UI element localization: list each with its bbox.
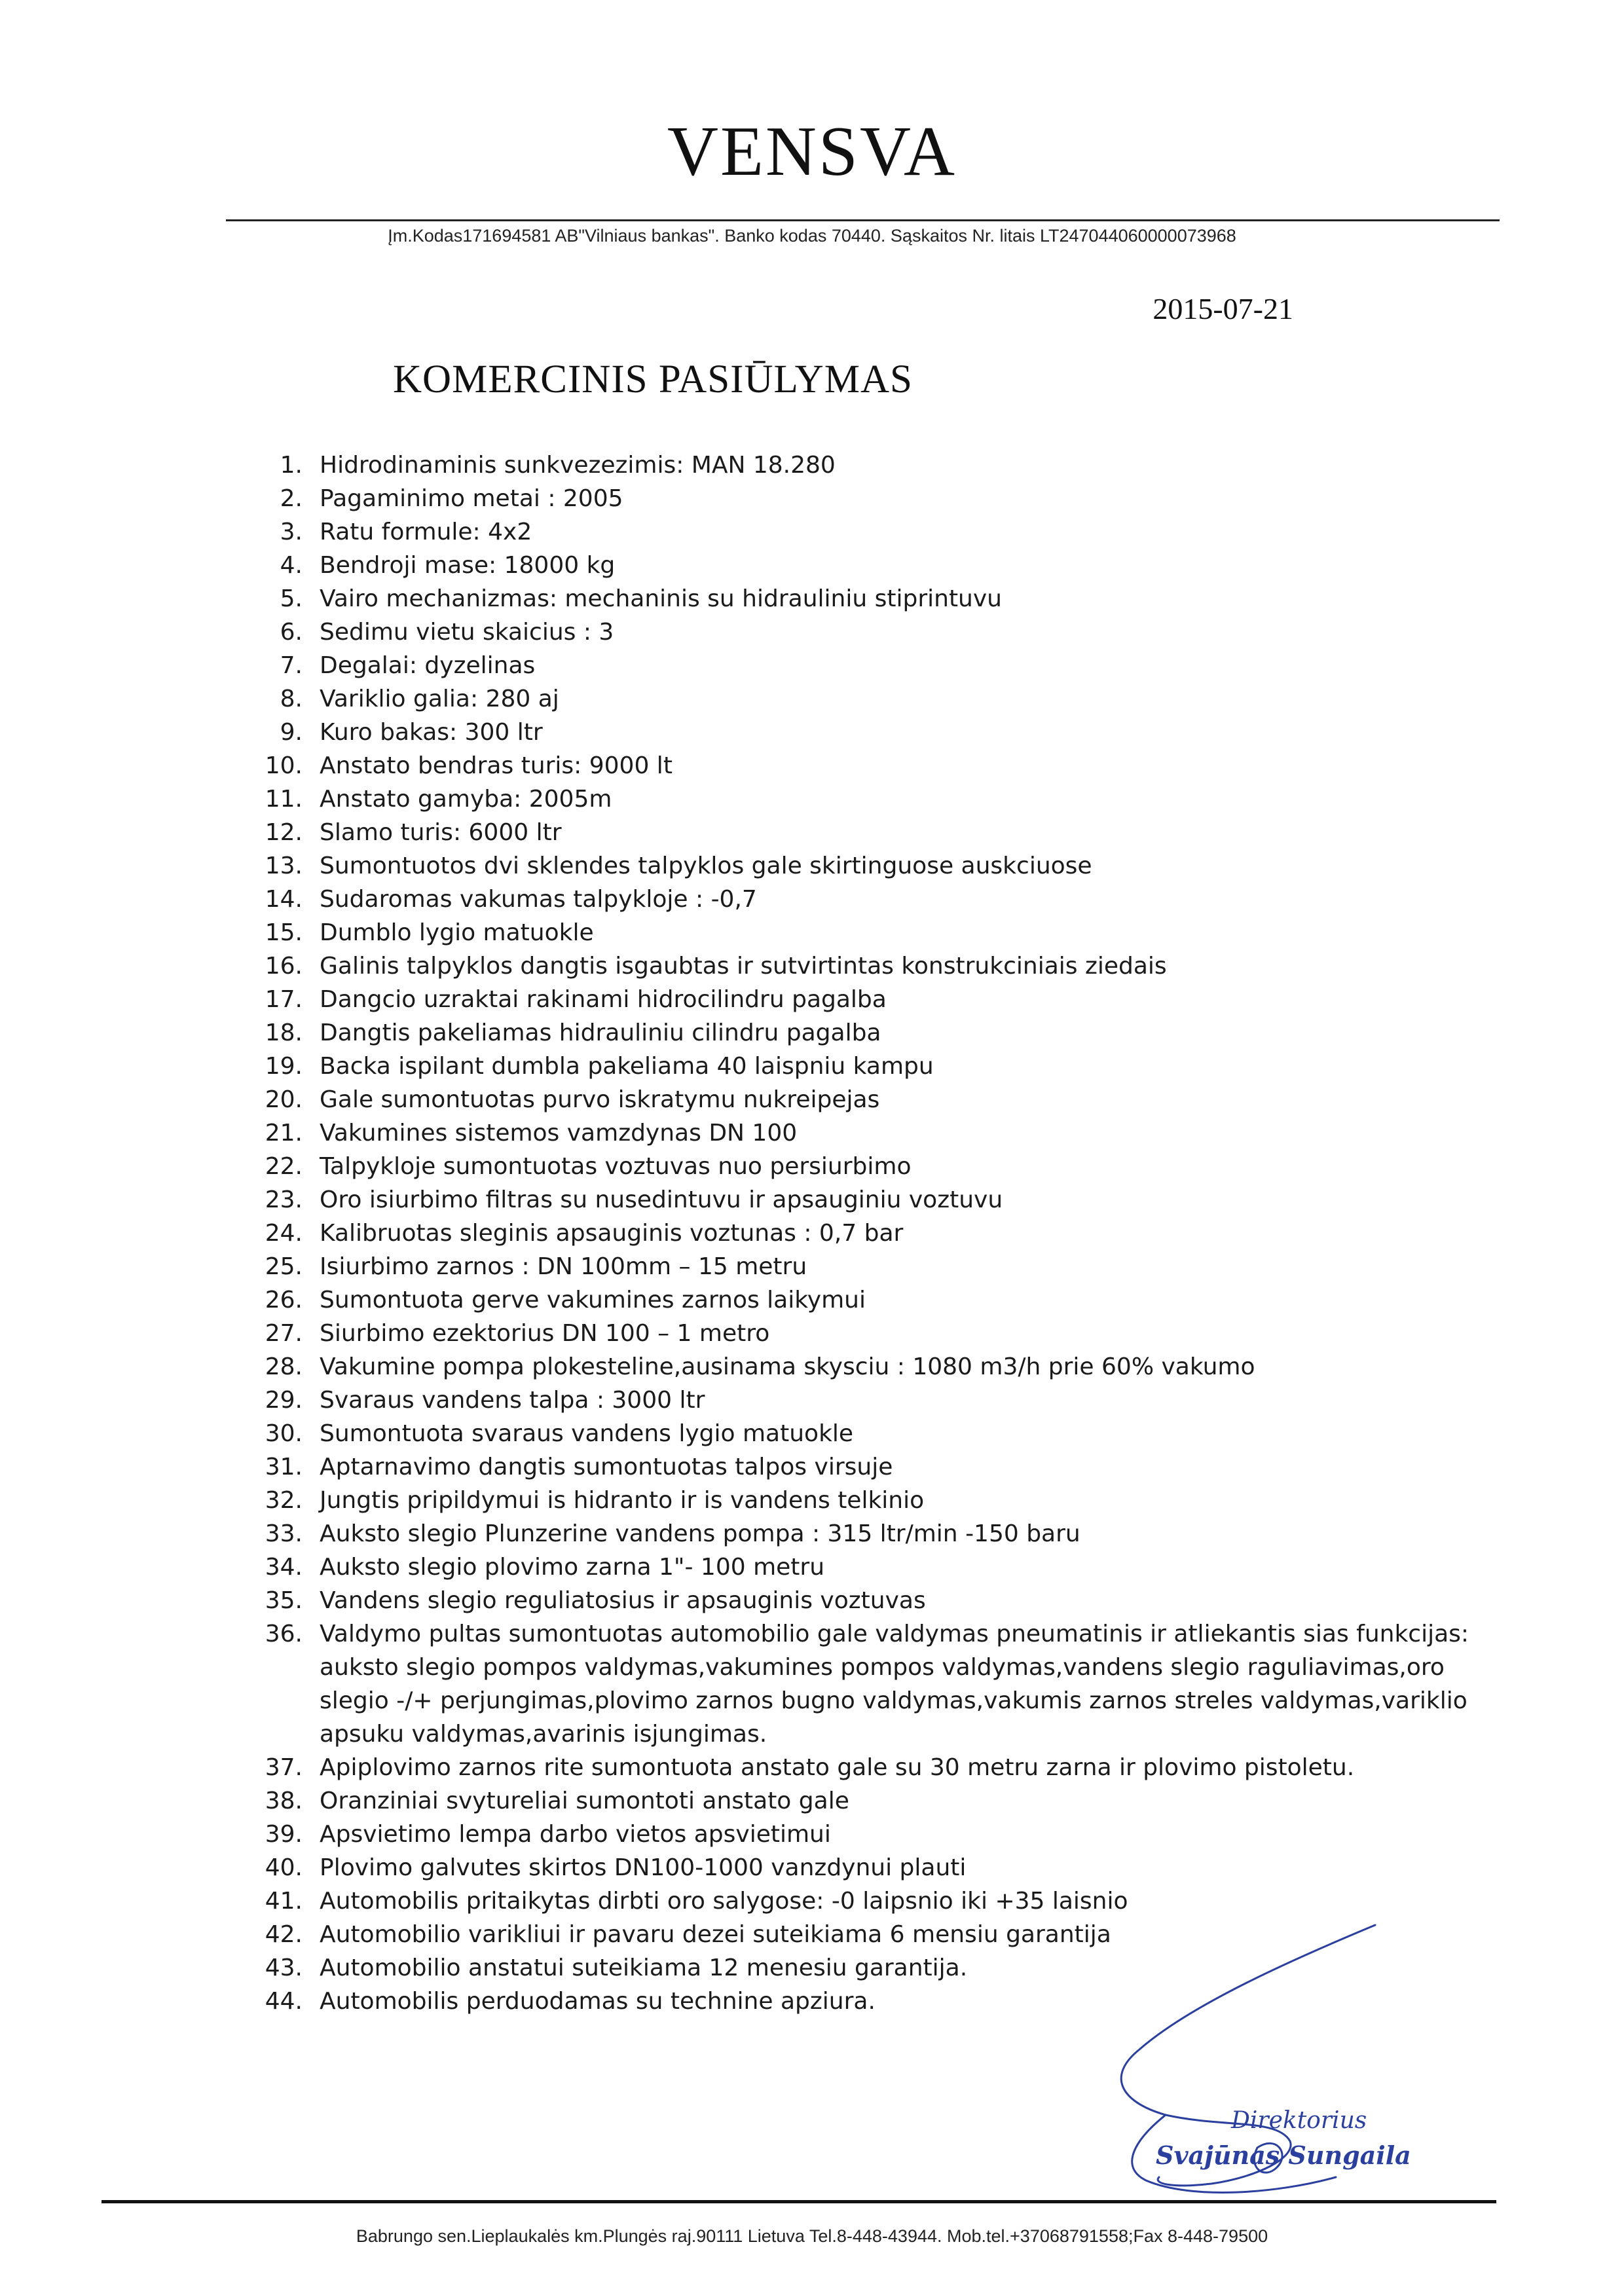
list-item [255,1818,1513,1851]
company-bank-details: Įm.Kodas171694581 AB"Vilniaus bankas". Banko kodas 70440. Sąskaitos Nr. litais LT247044060000073968 [388,226,1236,246]
item-text: Sudaromas vakumas talpykloje : -0,7 [320,886,757,913]
item-text: Talpykloje sumontuotas voztuvas nuo persiurbimo [320,1153,912,1180]
item-text: Oranziniai svytureliai sumontoti anstato gale [320,1788,849,1814]
item-text: Automobilis pritaikytas dirbti oro salygose: -0 laipsnio iki +35 laisnio [320,1888,1128,1915]
item-number: 29. [265,1387,303,1414]
list-item [255,1150,1513,1183]
item-text: Auksto slegio plovimo zarna 1"- 100 metru [320,1554,825,1581]
company-name: VENSVA [667,113,957,191]
item-text: Kalibruotas sleginis apsauginis voztunas : 0,7 bar [320,1220,904,1247]
list-item [255,1016,1513,1050]
item-number: 18. [265,1019,303,1046]
item-text: Oro isiurbimo filtras su nusedintuvu ir apsauginiu voztuvu [320,1186,1003,1213]
list-item [255,515,1513,549]
list-item [255,1851,1513,1884]
item-number: 7. [280,652,303,679]
item-text: Slamo turis: 6000 ltr [320,819,562,846]
item-number: 34. [265,1554,303,1581]
item-number: 20. [265,1086,303,1113]
item-text: Sumontuota svaraus vandens lygio matuokle [320,1420,854,1447]
list-item [255,1517,1513,1551]
item-text: Degalai: dyzelinas [320,652,536,679]
list-item [255,1350,1513,1384]
list-item [255,1551,1513,1584]
item-text: Valdymo pultas sumontuotas automobilio gale valdymas pneumatinis ir atliekantis sias funkcijas: auksto slegio pompos valdymas,vakumines pompos valdymas,vandens slegio raguliavimas,oro slegio -/+ perjungimas,plovimo zarnos bugno valdymas,vakumis zarnos streles valdymas,variklio apsuku valdymas,avarinis isjungimas. [320,1621,1469,1748]
item-number: 2. [280,485,303,512]
list-item [255,1584,1513,1617]
item-text: Sedimu vietu skaicius : 3 [320,619,614,646]
item-text: Kuro bakas: 300 ltr [320,719,543,746]
list-item [255,1050,1513,1083]
item-text: Vakumine pompa plokesteline,ausinama skysciu : 1080 m3/h prie 60% vakumo [320,1353,1255,1380]
item-text: Dangcio uzraktai rakinami hidrocilindru pagalba [320,986,887,1013]
item-number: 13. [265,853,303,879]
list-item [255,615,1513,649]
list-item [255,716,1513,749]
list-item [255,1217,1513,1250]
list-item [255,1450,1513,1484]
list-item [255,1751,1513,1784]
item-text: Plovimo galvutes skirtos DN100-1000 vanzdynui plauti [320,1854,967,1881]
item-text: Svaraus vandens talpa : 3000 ltr [320,1387,705,1414]
item-number: 30. [265,1420,303,1447]
item-number: 12. [265,819,303,846]
item-text: Variklio galia: 280 aj [320,686,559,712]
item-number: 4. [280,552,303,579]
item-number: 9. [280,719,303,746]
item-number: 19. [265,1053,303,1080]
item-number: 43. [265,1955,303,1981]
item-text: Siurbimo ezektorius DN 100 – 1 metro [320,1320,770,1347]
item-number: 15. [265,919,303,946]
list-item [255,983,1513,1016]
list-item [255,949,1513,983]
item-text: Aptarnavimo dangtis sumontuotas talpos virsuje [320,1454,893,1480]
item-number: 40. [265,1854,303,1881]
signature-name-stamp: Svajūnas Sungaila [1156,2140,1411,2170]
item-number: 11. [265,786,303,813]
item-number: 41. [265,1888,303,1915]
list-item [255,883,1513,916]
list-item [255,1317,1513,1350]
item-number: 36. [265,1621,303,1647]
item-number: 10. [265,752,303,779]
list-item [255,682,1513,716]
item-text: Jungtis pripildymui is hidranto ir is vandens telkinio [320,1487,925,1514]
item-text: Vandens slegio reguliatosius ir apsauginis voztuvas [320,1587,926,1614]
item-text: Sumontuota gerve vakumines zarnos laikymui [320,1287,866,1313]
item-number: 24. [265,1220,303,1247]
item-number: 22. [265,1153,303,1180]
item-number: 3. [280,519,303,545]
list-item [255,1183,1513,1217]
header-rule [226,219,1500,221]
director-signature [1061,1919,1428,2207]
item-text: Automobilis perduodamas su technine apziura. [320,1988,876,2015]
list-item [255,1617,1513,1751]
list-item [255,482,1513,515]
item-text: Auksto slegio Plunzerine vandens pompa : 315 ltr/min -150 baru [320,1520,1080,1547]
list-item [255,1083,1513,1116]
item-number: 17. [265,986,303,1013]
item-text: Vakumines sistemos vamzdynas DN 100 [320,1120,798,1147]
item-text: Gale sumontuotas purvo iskratymu nukreipejas [320,1086,880,1113]
item-number: 27. [265,1320,303,1347]
item-text: Backa ispilant dumbla pakeliama 40 laispniu kampu [320,1053,934,1080]
item-text: Dumblo lygio matuokle [320,919,594,946]
signature-role-stamp: Direktorius [1231,2107,1367,2134]
item-text: Automobilio varikliui ir pavaru dezei suteikiama 6 mensiu garantija [320,1921,1111,1948]
item-number: 1. [280,452,303,479]
item-text: Apsvietimo lempa darbo vietos apsvietimui [320,1821,831,1848]
list-item [255,916,1513,949]
list-item [255,1250,1513,1283]
item-text: Anstato bendras turis: 9000 lt [320,752,673,779]
item-text: Apiplovimo zarnos rite sumontuota anstato gale su 30 metru zarna ir plovimo pistoletu. [320,1754,1355,1781]
footer-rule [101,2200,1496,2203]
offer-items-list [255,449,1513,2018]
item-text: Isiurbimo zarnos : DN 100mm – 15 metru [320,1253,807,1280]
item-text: Dangtis pakeliamas hidrauliniu cilindru pagalba [320,1019,881,1046]
item-number: 31. [265,1454,303,1480]
item-text: Automobilio anstatui suteikiama 12 menesiu garantija. [320,1955,968,1981]
item-number: 28. [265,1353,303,1380]
list-item [255,1283,1513,1317]
item-text: Bendroji mase: 18000 kg [320,552,616,579]
list-item [255,549,1513,582]
item-text: Vairo mechanizmas: mechaninis su hidrauliniu stiprintuvu [320,585,1002,612]
list-item [255,1484,1513,1517]
list-item [255,1384,1513,1417]
list-item [255,1116,1513,1150]
item-number: 39. [265,1821,303,1848]
item-text: Sumontuotos dvi sklendes talpyklos gale skirtinguose auskciuose [320,853,1092,879]
list-item [255,749,1513,782]
list-item [255,449,1513,482]
item-number: 14. [265,886,303,913]
list-item [255,649,1513,682]
item-number: 38. [265,1788,303,1814]
list-item [255,1884,1513,1918]
list-item [255,782,1513,816]
document-date: 2015-07-21 [1153,292,1293,325]
item-number: 35. [265,1587,303,1614]
item-text: Pagaminimo metai : 2005 [320,485,623,512]
item-number: 42. [265,1921,303,1948]
footer-address: Babrungo sen.Lieplaukalės km.Plungės raj.90111 Lietuva Tel.8-448-43944. Mob.tel.+37068791558;Fax 8-448-79500 [356,2226,1268,2246]
item-number: 32. [265,1487,303,1514]
item-number: 5. [280,585,303,612]
list-item [255,849,1513,883]
item-number: 16. [265,953,303,980]
list-item [255,582,1513,615]
item-number: 21. [265,1120,303,1147]
item-text: Hidrodinaminis sunkvezezimis: MAN 18.280 [320,452,836,479]
item-number: 23. [265,1186,303,1213]
item-number: 33. [265,1520,303,1547]
item-number: 26. [265,1287,303,1313]
list-item [255,1417,1513,1450]
item-number: 37. [265,1754,303,1781]
list-item [255,816,1513,849]
item-number: 44. [265,1988,303,2015]
item-number: 6. [280,619,303,646]
list-item [255,1784,1513,1818]
item-number: 25. [265,1253,303,1280]
item-text: Ratu formule: 4x2 [320,519,532,545]
item-text: Anstato gamyba: 2005m [320,786,612,813]
document-title: KOMERCINIS PASIŪLYMAS [393,358,913,401]
item-number: 8. [280,686,303,712]
item-text: Galinis talpyklos dangtis isgaubtas ir sutvirtintas konstrukciniais ziedais [320,953,1167,980]
